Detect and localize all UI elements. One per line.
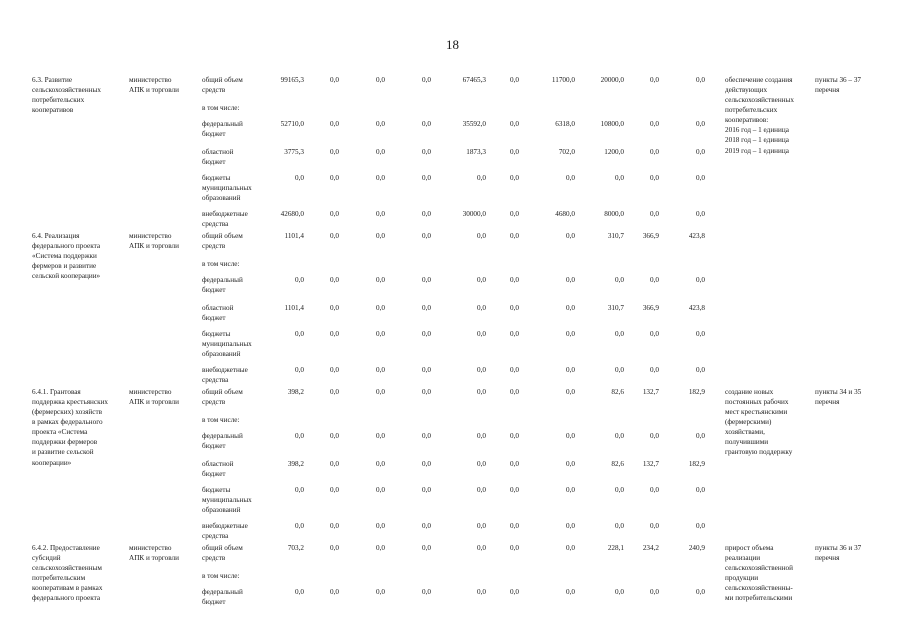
amount-cell: 3775,3 bbox=[284, 148, 304, 156]
amount-cell: 0,0 bbox=[295, 522, 304, 530]
amount-cell: 0,0 bbox=[615, 366, 624, 374]
funding-source-label: в том числе: bbox=[202, 416, 240, 424]
amount-cell: 0,0 bbox=[422, 588, 431, 596]
amount-cell: 0,0 bbox=[615, 432, 624, 440]
amount-cell: 0,0 bbox=[510, 304, 519, 312]
amount-cell: 0,0 bbox=[696, 486, 705, 494]
amount-cell: 0,0 bbox=[615, 522, 624, 530]
amount-cell: 0,0 bbox=[295, 174, 304, 182]
amount-cell: 1101,4 bbox=[284, 304, 304, 312]
amount-cell: 0,0 bbox=[650, 432, 659, 440]
funding-source-label: бюджеты муниципальных образований bbox=[202, 174, 252, 203]
amount-cell: 0,0 bbox=[422, 388, 431, 396]
funding-source-label: федеральный бюджет bbox=[202, 276, 243, 295]
amount-cell: 0,0 bbox=[422, 544, 431, 552]
amount-cell: 0,0 bbox=[650, 486, 659, 494]
amount-cell: 0,0 bbox=[696, 588, 705, 596]
amount-cell: 0,0 bbox=[477, 276, 486, 284]
item-name: 6.4.2. Предоставление субсидий сельскохозяйственным потребительским кооперативам в рамках федерального проекта bbox=[32, 544, 103, 603]
amount-cell: 0,0 bbox=[566, 276, 575, 284]
amount-cell: 0,0 bbox=[696, 330, 705, 338]
amount-cell: 240,9 bbox=[688, 544, 705, 552]
item-name: 6.4. Реализация федерального проекта «Система поддержки фермеров и развитие сельской кооперации» bbox=[32, 232, 101, 281]
amount-cell: 0,0 bbox=[422, 148, 431, 156]
amount-cell: 310,7 bbox=[607, 304, 624, 312]
amount-cell: 0,0 bbox=[477, 486, 486, 494]
amount-cell: 0,0 bbox=[376, 148, 385, 156]
amount-cell: 4680,0 bbox=[555, 210, 575, 218]
amount-cell: 0,0 bbox=[422, 276, 431, 284]
amount-cell: 8000,0 bbox=[604, 210, 624, 218]
amount-cell: 0,0 bbox=[422, 232, 431, 240]
amount-cell: 0,0 bbox=[510, 486, 519, 494]
amount-cell: 0,0 bbox=[376, 232, 385, 240]
amount-cell: 182,9 bbox=[688, 388, 705, 396]
amount-cell: 0,0 bbox=[477, 522, 486, 530]
amount-cell: 0,0 bbox=[615, 588, 624, 596]
amount-cell: 0,0 bbox=[566, 588, 575, 596]
amount-cell: 0,0 bbox=[566, 544, 575, 552]
amount-cell: 0,0 bbox=[376, 304, 385, 312]
amount-cell: 0,0 bbox=[330, 174, 339, 182]
amount-cell: 11700,0 bbox=[551, 76, 575, 84]
amount-cell: 0,0 bbox=[376, 276, 385, 284]
amount-cell: 0,0 bbox=[330, 388, 339, 396]
amount-cell: 0,0 bbox=[650, 330, 659, 338]
amount-cell: 0,0 bbox=[330, 486, 339, 494]
funding-source-label: бюджеты муниципальных образований bbox=[202, 486, 252, 515]
result-cell: прирост объема реализации сельскохозяйственной продукции сельскохозяйственны- ми потребительскими bbox=[725, 544, 793, 603]
amount-cell: 0,0 bbox=[477, 330, 486, 338]
amount-cell: 0,0 bbox=[696, 148, 705, 156]
funding-source-label: общий объем средств bbox=[202, 76, 243, 95]
amount-cell: 0,0 bbox=[295, 330, 304, 338]
amount-cell: 398,2 bbox=[287, 460, 304, 468]
amount-cell: 0,0 bbox=[510, 210, 519, 218]
amount-cell: 0,0 bbox=[510, 544, 519, 552]
item-name: 6.3. Развитие сельскохозяйственных потребительских кооперативов bbox=[32, 76, 101, 115]
amount-cell: 67465,3 bbox=[462, 76, 486, 84]
funding-source-label: областной бюджет bbox=[202, 460, 234, 479]
amount-cell: 0,0 bbox=[330, 432, 339, 440]
amount-cell: 0,0 bbox=[330, 76, 339, 84]
amount-cell: 0,0 bbox=[696, 174, 705, 182]
amount-cell: 0,0 bbox=[477, 388, 486, 396]
amount-cell: 0,0 bbox=[422, 366, 431, 374]
amount-cell: 703,2 bbox=[287, 544, 304, 552]
amount-cell: 10800,0 bbox=[600, 120, 624, 128]
executor-cell: министерство АПК и торговли bbox=[129, 232, 179, 251]
funding-source-label: в том числе: bbox=[202, 104, 240, 112]
amount-cell: 0,0 bbox=[566, 432, 575, 440]
amount-cell: 0,0 bbox=[330, 544, 339, 552]
amount-cell: 0,0 bbox=[510, 120, 519, 128]
amount-cell: 132,7 bbox=[642, 460, 659, 468]
funding-source-label: в том числе: bbox=[202, 260, 240, 268]
amount-cell: 0,0 bbox=[650, 522, 659, 530]
amount-cell: 0,0 bbox=[566, 232, 575, 240]
amount-cell: 0,0 bbox=[477, 460, 486, 468]
amount-cell: 0,0 bbox=[330, 588, 339, 596]
amount-cell: 0,0 bbox=[295, 486, 304, 494]
amount-cell: 0,0 bbox=[650, 276, 659, 284]
amount-cell: 228,1 bbox=[607, 544, 624, 552]
amount-cell: 0,0 bbox=[510, 330, 519, 338]
funding-source-label: федеральный бюджет bbox=[202, 588, 243, 607]
amount-cell: 0,0 bbox=[510, 148, 519, 156]
amount-cell: 0,0 bbox=[477, 588, 486, 596]
item-name: 6.4.1. Грантовая поддержка крестьянских (фермерских) хозяйств в рамках федерального проекта «Система поддержки фермеров и развитие сельской кооперации» bbox=[32, 388, 109, 467]
amount-cell: 0,0 bbox=[477, 174, 486, 182]
amount-cell: 42680,0 bbox=[280, 210, 304, 218]
amount-cell: 0,0 bbox=[422, 330, 431, 338]
amount-cell: 0,0 bbox=[376, 366, 385, 374]
funding-source-label: областной бюджет bbox=[202, 148, 234, 167]
funding-source-label: общий объем средств bbox=[202, 544, 243, 563]
funding-source-label: бюджеты муниципальных образований bbox=[202, 330, 252, 359]
amount-cell: 0,0 bbox=[422, 486, 431, 494]
amount-cell: 0,0 bbox=[477, 432, 486, 440]
amount-cell: 20000,0 bbox=[600, 76, 624, 84]
funding-source-label: внебюджетные средства bbox=[202, 366, 248, 385]
amount-cell: 132,7 bbox=[642, 388, 659, 396]
amount-cell: 0,0 bbox=[696, 76, 705, 84]
amount-cell: 0,0 bbox=[650, 120, 659, 128]
amount-cell: 0,0 bbox=[696, 432, 705, 440]
funding-source-label: в том числе: bbox=[202, 572, 240, 580]
funding-source-label: федеральный бюджет bbox=[202, 120, 243, 139]
page-number: 18 bbox=[446, 37, 459, 52]
amount-cell: 423,8 bbox=[688, 232, 705, 240]
amount-cell: 0,0 bbox=[330, 276, 339, 284]
funding-source-label: областной бюджет bbox=[202, 304, 234, 323]
amount-cell: 0,0 bbox=[330, 522, 339, 530]
result-cell: обеспечение создания действующих сельскохозяйственных потребительских кооперативов: 2016 год – 1 единица 2018 год – 1 единица 2019 год – 1 единица bbox=[725, 76, 794, 155]
result-cell: создание новых постоянных рабочих мест крестьянскими (фермерскими) хозяйствами, получившими грантовую поддержку bbox=[725, 388, 793, 457]
amount-cell: 0,0 bbox=[477, 366, 486, 374]
amount-cell: 0,0 bbox=[330, 232, 339, 240]
amount-cell: 182,9 bbox=[688, 460, 705, 468]
amount-cell: 0,0 bbox=[566, 460, 575, 468]
amount-cell: 0,0 bbox=[615, 330, 624, 338]
amount-cell: 0,0 bbox=[330, 460, 339, 468]
amount-cell: 0,0 bbox=[330, 304, 339, 312]
amount-cell: 82,6 bbox=[611, 460, 624, 468]
amount-cell: 0,0 bbox=[615, 276, 624, 284]
amount-cell: 0,0 bbox=[566, 388, 575, 396]
amount-cell: 0,0 bbox=[330, 210, 339, 218]
amount-cell: 0,0 bbox=[615, 486, 624, 494]
amount-cell: 0,0 bbox=[510, 388, 519, 396]
amount-cell: 0,0 bbox=[422, 210, 431, 218]
amount-cell: 0,0 bbox=[295, 588, 304, 596]
amount-cell: 82,6 bbox=[611, 388, 624, 396]
amount-cell: 0,0 bbox=[510, 232, 519, 240]
amount-cell: 0,0 bbox=[510, 432, 519, 440]
amount-cell: 0,0 bbox=[295, 432, 304, 440]
reference-cell: пункты 36 и 37 перечня bbox=[815, 544, 862, 563]
amount-cell: 0,0 bbox=[566, 486, 575, 494]
executor-cell: министерство АПК и торговли bbox=[129, 388, 179, 407]
amount-cell: 0,0 bbox=[477, 544, 486, 552]
amount-cell: 366,9 bbox=[642, 232, 659, 240]
funding-source-label: общий объем средств bbox=[202, 232, 243, 251]
amount-cell: 0,0 bbox=[696, 366, 705, 374]
amount-cell: 0,0 bbox=[422, 304, 431, 312]
amount-cell: 702,0 bbox=[558, 148, 575, 156]
amount-cell: 0,0 bbox=[510, 460, 519, 468]
amount-cell: 0,0 bbox=[510, 522, 519, 530]
reference-cell: пункты 36 – 37 перечня bbox=[815, 76, 862, 95]
amount-cell: 0,0 bbox=[330, 366, 339, 374]
funding-source-label: внебюджетные средства bbox=[202, 522, 248, 541]
executor-cell: министерство АПК и торговли bbox=[129, 544, 179, 563]
amount-cell: 0,0 bbox=[376, 330, 385, 338]
amount-cell: 0,0 bbox=[650, 174, 659, 182]
amount-cell: 0,0 bbox=[477, 304, 486, 312]
amount-cell: 35592,0 bbox=[462, 120, 486, 128]
amount-cell: 0,0 bbox=[376, 120, 385, 128]
amount-cell: 0,0 bbox=[422, 432, 431, 440]
amount-cell: 0,0 bbox=[330, 330, 339, 338]
amount-cell: 0,0 bbox=[376, 76, 385, 84]
amount-cell: 0,0 bbox=[650, 210, 659, 218]
amount-cell: 0,0 bbox=[510, 76, 519, 84]
amount-cell: 0,0 bbox=[477, 232, 486, 240]
amount-cell: 0,0 bbox=[510, 588, 519, 596]
amount-cell: 0,0 bbox=[422, 120, 431, 128]
amount-cell: 0,0 bbox=[376, 388, 385, 396]
reference-cell: пункты 34 и 35 перечня bbox=[815, 388, 862, 407]
amount-cell: 1873,3 bbox=[466, 148, 486, 156]
amount-cell: 0,0 bbox=[650, 76, 659, 84]
amount-cell: 0,0 bbox=[376, 460, 385, 468]
funding-source-label: федеральный бюджет bbox=[202, 432, 243, 451]
funding-source-label: внебюджетные средства bbox=[202, 210, 248, 229]
amount-cell: 0,0 bbox=[422, 76, 431, 84]
amount-cell: 0,0 bbox=[510, 366, 519, 374]
amount-cell: 0,0 bbox=[696, 210, 705, 218]
amount-cell: 0,0 bbox=[650, 366, 659, 374]
amount-cell: 0,0 bbox=[566, 174, 575, 182]
amount-cell: 0,0 bbox=[330, 148, 339, 156]
amount-cell: 398,2 bbox=[287, 388, 304, 396]
amount-cell: 0,0 bbox=[566, 330, 575, 338]
amount-cell: 99165,3 bbox=[280, 76, 304, 84]
amount-cell: 0,0 bbox=[650, 148, 659, 156]
amount-cell: 0,0 bbox=[510, 174, 519, 182]
amount-cell: 0,0 bbox=[566, 522, 575, 530]
amount-cell: 1200,0 bbox=[604, 148, 624, 156]
amount-cell: 0,0 bbox=[376, 522, 385, 530]
amount-cell: 0,0 bbox=[566, 366, 575, 374]
executor-cell: министерство АПК и торговли bbox=[129, 76, 179, 95]
amount-cell: 0,0 bbox=[650, 588, 659, 596]
amount-cell: 366,9 bbox=[642, 304, 659, 312]
amount-cell: 0,0 bbox=[696, 120, 705, 128]
amount-cell: 0,0 bbox=[510, 276, 519, 284]
amount-cell: 0,0 bbox=[422, 460, 431, 468]
amount-cell: 0,0 bbox=[295, 276, 304, 284]
amount-cell: 1101,4 bbox=[284, 232, 304, 240]
amount-cell: 0,0 bbox=[376, 432, 385, 440]
amount-cell: 0,0 bbox=[330, 120, 339, 128]
amount-cell: 0,0 bbox=[422, 522, 431, 530]
amount-cell: 0,0 bbox=[615, 174, 624, 182]
amount-cell: 6318,0 bbox=[555, 120, 575, 128]
amount-cell: 0,0 bbox=[696, 276, 705, 284]
amount-cell: 30000,0 bbox=[462, 210, 486, 218]
amount-cell: 0,0 bbox=[376, 174, 385, 182]
amount-cell: 0,0 bbox=[422, 174, 431, 182]
amount-cell: 423,8 bbox=[688, 304, 705, 312]
amount-cell: 0,0 bbox=[376, 588, 385, 596]
amount-cell: 234,2 bbox=[642, 544, 659, 552]
amount-cell: 0,0 bbox=[376, 544, 385, 552]
amount-cell: 0,0 bbox=[376, 486, 385, 494]
amount-cell: 0,0 bbox=[295, 366, 304, 374]
amount-cell: 310,7 bbox=[607, 232, 624, 240]
amount-cell: 52710,0 bbox=[280, 120, 304, 128]
amount-cell: 0,0 bbox=[376, 210, 385, 218]
amount-cell: 0,0 bbox=[566, 304, 575, 312]
amount-cell: 0,0 bbox=[696, 522, 705, 530]
funding-source-label: общий объем средств bbox=[202, 388, 243, 407]
